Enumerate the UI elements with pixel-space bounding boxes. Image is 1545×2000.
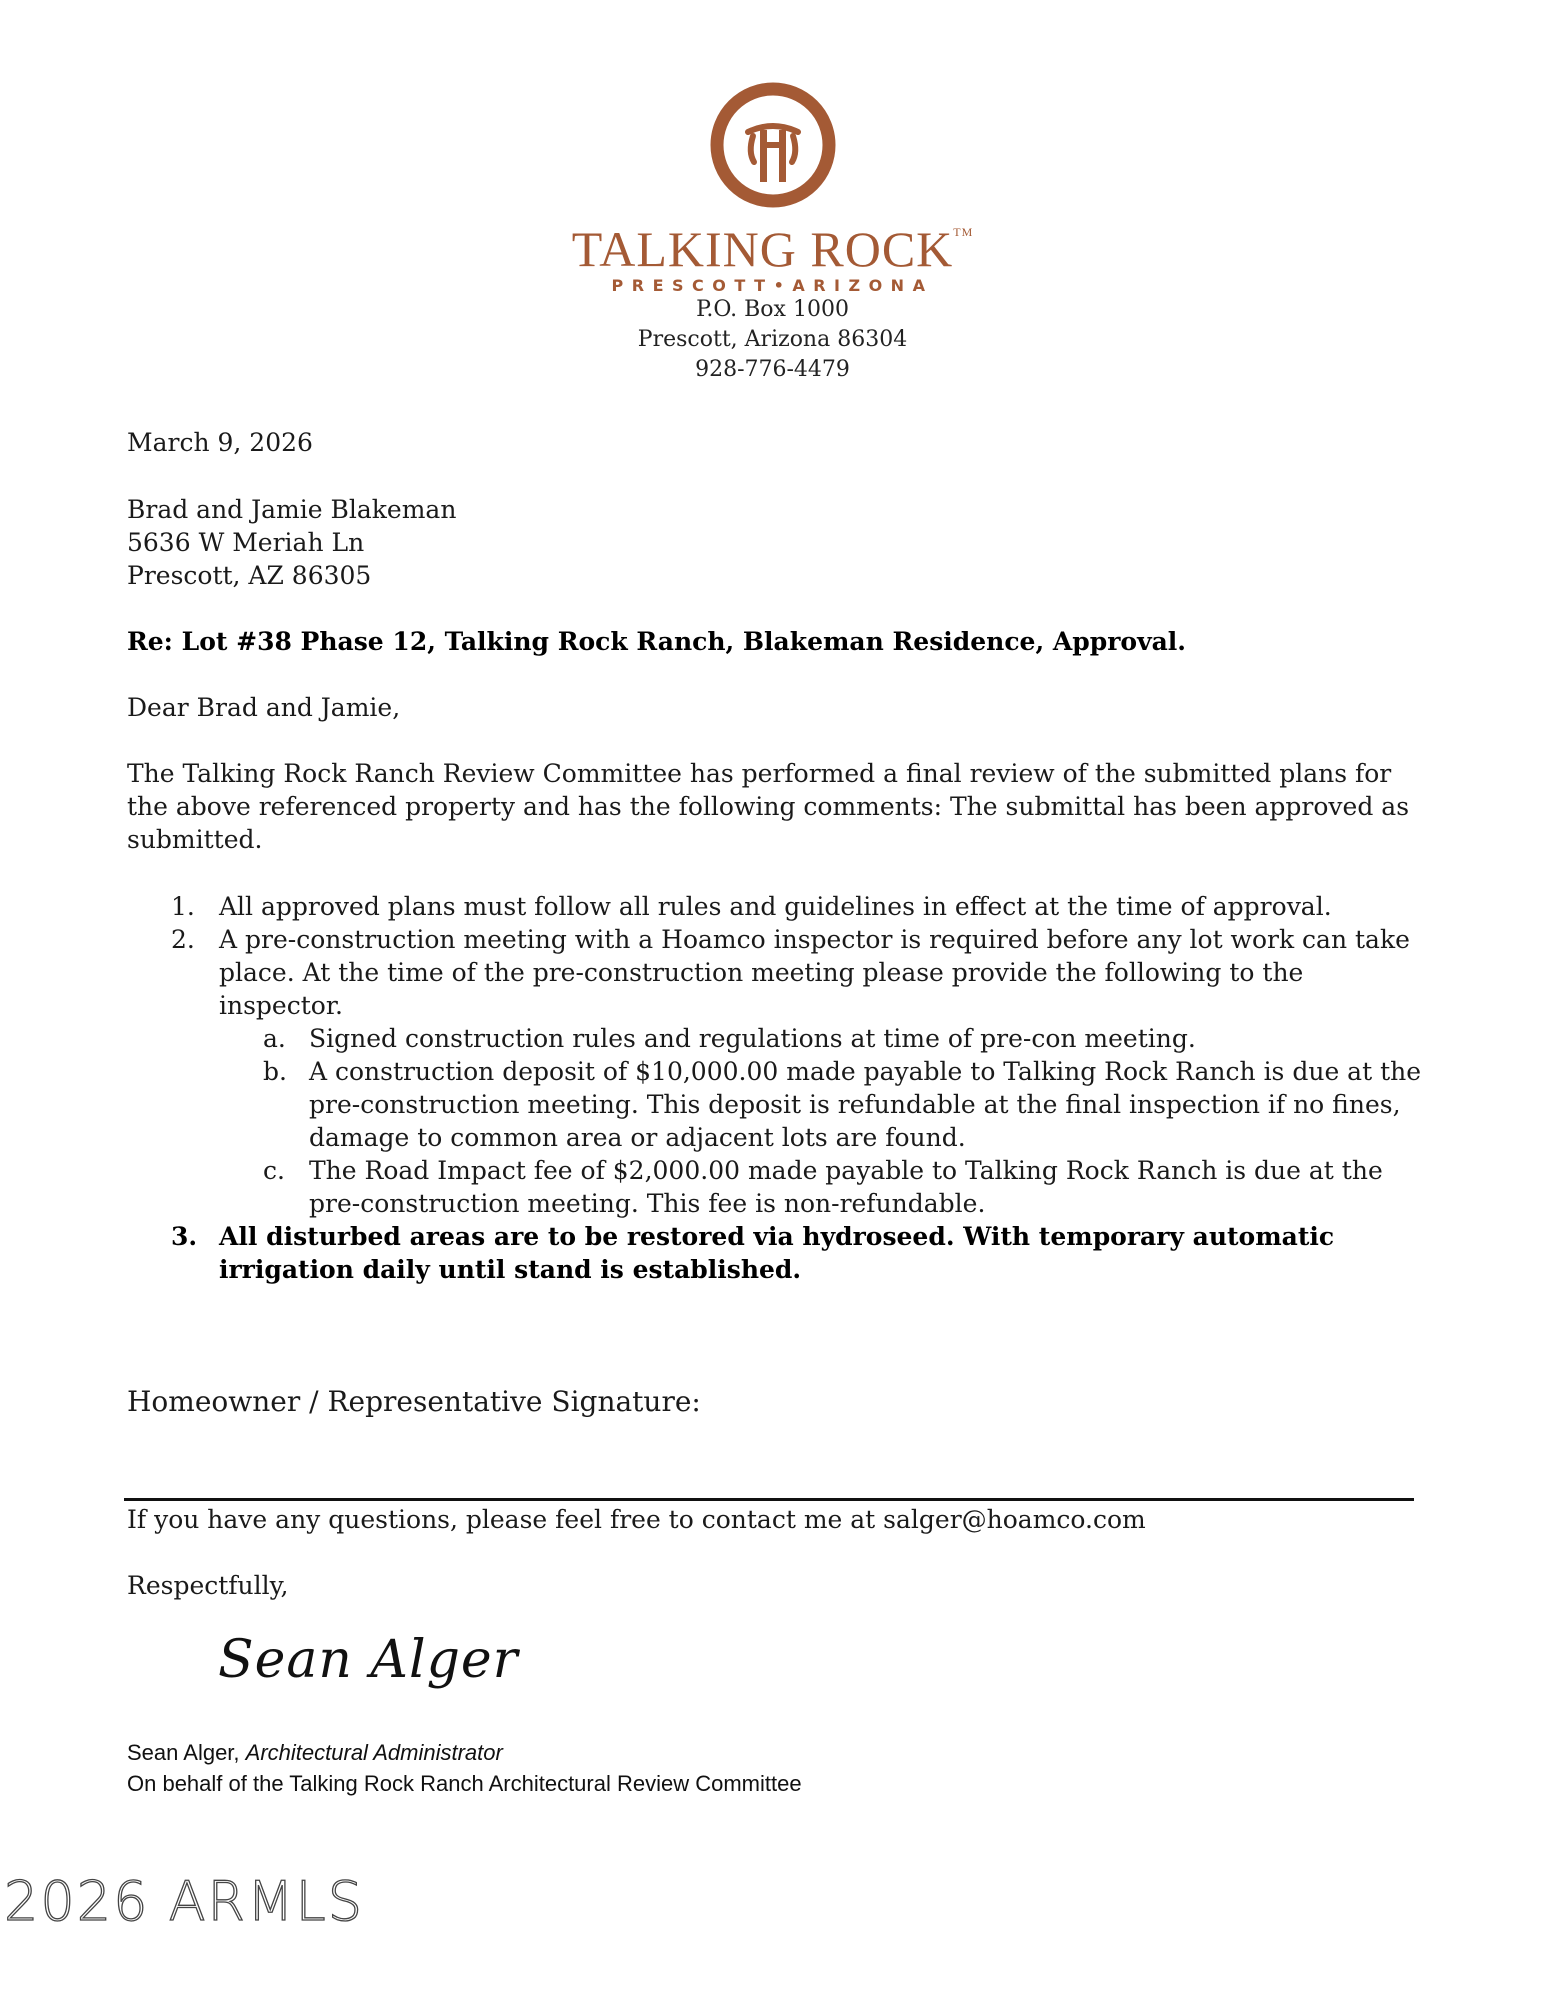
list-item-number: 3. (171, 1222, 198, 1251)
phone-number: 928-776-4479 (695, 357, 850, 382)
recipient-name: Brad and Jamie Blakeman (127, 495, 457, 524)
sub-list-text: The Road Impact fee of $2,000.00 made payable to Talking Rock Ranch is due at the pre-construction meeting. This fee is non-refundable. (309, 1156, 1383, 1218)
talking-rock-logo-icon (708, 80, 838, 210)
list-item (127, 923, 1427, 1022)
subject-line: Re: Lot #38 Phase 12, Talking Rock Ranch, Blakeman Residence, Approval. (127, 627, 1186, 656)
letter-date: March 9, 2026 (127, 428, 313, 457)
sub-list-item (127, 1022, 1427, 1055)
signature-line (124, 1498, 1414, 1501)
list-item (127, 890, 1427, 923)
sub-list-item (127, 1055, 1427, 1154)
sub-list-item (127, 1154, 1427, 1220)
address-line-1: P.O. Box 1000 (696, 297, 849, 322)
signature-label: Homeowner / Representative Signature: (127, 1385, 701, 1418)
signer-line (127, 1737, 802, 1768)
signer-block (127, 1737, 802, 1799)
sub-list-letter: b. (263, 1057, 287, 1086)
list-item-text: All approved plans must follow all rules and guidelines in effect at the time of approval. (219, 892, 1332, 921)
brand-name: TALKING ROCK™ (571, 221, 974, 277)
letterhead (0, 80, 1545, 385)
signer-title: Architectural Administrator (245, 1740, 503, 1765)
sub-list-text: A construction deposit of $10,000.00 made payable to Talking Rock Ranch is due at the pre-construction meeting. This deposit is refundable at the final inspection if no fines, damage to common area or adjacent lots are found. (309, 1057, 1422, 1152)
closing: Respectfully, (127, 1571, 289, 1600)
list-item (127, 1220, 1427, 1286)
intro-paragraph: The Talking Rock Ranch Review Committee has performed a final review of the submitted plans for the above referenced property and has the following comments: The submittal has been approved as submitted. (127, 759, 1410, 854)
signer-name: Sean Alger, (127, 1740, 240, 1765)
recipient-city: Prescott, AZ 86305 (127, 561, 372, 590)
conditions-list (127, 890, 1427, 1286)
handwritten-signature: Sean Alger (218, 1630, 519, 1690)
list-item-number: 1. (171, 892, 195, 921)
sub-list-letter: a. (263, 1024, 286, 1053)
signer-org: On behalf of the Talking Rock Ranch Architectural Review Committee (127, 1771, 802, 1796)
armls-watermark: 2026 ARMLS (4, 1870, 365, 1933)
salutation: Dear Brad and Jamie, (127, 693, 401, 722)
list-item-text: All disturbed areas are to be restored via hydroseed. With temporary automatic irrigation daily until stand is established. (219, 1222, 1335, 1284)
contact-line: If you have any questions, please feel free to contact me at salger@hoamco.com (127, 1505, 1146, 1534)
brand-location: PRESCOTT•ARIZONA (611, 276, 934, 295)
list-item-text: A pre-construction meeting with a Hoamco inspector is required before any lot work can take place. At the time of the pre-construction meeting please provide the following to the inspector. (219, 925, 1410, 1020)
recipient-street: 5636 W Meriah Ln (127, 528, 365, 557)
list-item-number: 2. (171, 925, 195, 954)
address-line-2: Prescott, Arizona 86304 (637, 327, 908, 352)
sub-list-text: Signed construction rules and regulations at time of pre-con meeting. (309, 1024, 1196, 1053)
recipient-block (127, 493, 1427, 592)
sub-list-letter: c. (263, 1156, 285, 1185)
